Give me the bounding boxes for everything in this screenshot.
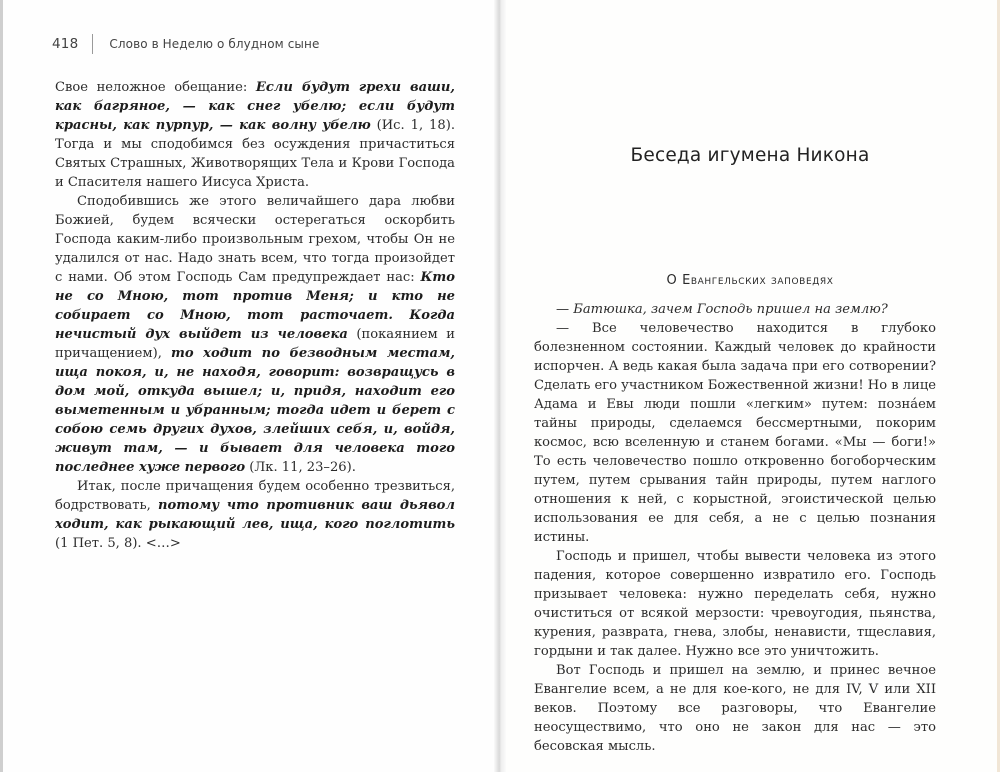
text-run: (1 Пет. 5, 8). <…> [55,536,181,551]
scripture-quote: Если будут грехи ваши, как багряное, — как снег убелю; если будут красны, как пурпур, — как волну убелю [55,80,455,133]
right-page-body [534,300,936,756]
paragraph [534,547,936,661]
running-head-title: Слово в Неделю о блудном сыне [109,37,320,51]
scripture-quote: Кто не со Мною, тот против Меня; и кто не собирает со Мною, тот расточает. Когда нечистый дух выйдет из человека [55,270,455,342]
text-run: Свое неложное обещание: [55,80,256,95]
header-divider [92,34,93,54]
text-run: Сподобившись же этого величайшего дара любви Божией, будем всячески остерегаться оскорбить Господа каким-либо произвольным грехом, чтобы Он не удалился от нас. Надо знать всем, что тогда произойдет с нами. Об этом Господь Сам предупреждает нас: [55,194,455,285]
text-run: (Ис. 1, 18). Тогда и мы сподобимся без осуждения причаститься Святых Страшных, Животворящих Тела и Крови Господа и Спасителя нашего Иисуса Христа. [55,118,455,190]
text-run: Господь и пришел, чтобы вывести человека из этого падения, которое совершенно извратило его. Господь призывает человека: нужно переделать себя, нужно очиститься от всякой мерзости: чревоугодия, пьянства, курения, разврата, гнева, злобы, ненависти, тщеславия, гордыни и так далее. Нужно все это уничтожить. [534,549,936,659]
page-number: 418 [52,36,79,52]
text-run: — Все человечество находится в глубоко болезненном состоянии. Каждый человек до крайности испорчен. А ведь какая была задача при его сотворении? Сделать его участником Божественной жизни! Но в лице Адама и Евы люди пошли «легким» путем: позна́ем тайны природы, сделаемся бессмертными, покорим космос, всю вселенную и станем богами. «Мы — боги!» То есть человечество пошло откровенно богоборческим путем, путем срывания тайн природы, путем наглого отношения к ней, с корыстной, эгоистической целью использования ее для себя, а не с целью познания истины. [534,321,936,545]
paragraph [534,661,936,756]
scripture-quote: то ходит по безводным местам, ища покоя, и, не находя, говорит: возвращусь в дом мой, откуда вышел; и, придя, находит его выметенным и убранным; тогда идет и берет с собою семь других духов, злейших себя, и, войдя, живут там, — и бывает для человека того последнее хуже первого [55,346,455,475]
left-page-body [55,78,455,553]
text-run: Вот Господь и пришел на землю, и принес вечное Евангелие всем, а не для кое-кого, не для IV, V или XII веков. Поэтому все разговоры, что Евангелие неосуществимо, что оно не закон для нас — это бесовская мысль. [534,663,936,754]
text-run: (покаянием и причащением), [55,327,455,361]
paragraph [55,477,455,553]
paragraph [534,300,936,319]
scripture-quote: потому что противник ваш дьявол ходит, как рыкающий лев, ища, кого поглотить [55,498,455,532]
book-spine-gutter [494,0,506,772]
text-run: Итак, после причащения будем особенно трезвиться, бодрствовать, [55,479,455,513]
paragraph [55,78,455,192]
chapter-title: Беседа игумена Никона [630,145,870,166]
section-title: О Евангельских заповедях [666,273,834,288]
running-head [52,33,319,55]
question-text: — Батюшка, зачем Господь пришел на землю? [556,302,888,317]
paragraph [534,319,936,547]
text-run: (Лк. 11, 23–26). [245,460,356,475]
paragraph [55,192,455,477]
